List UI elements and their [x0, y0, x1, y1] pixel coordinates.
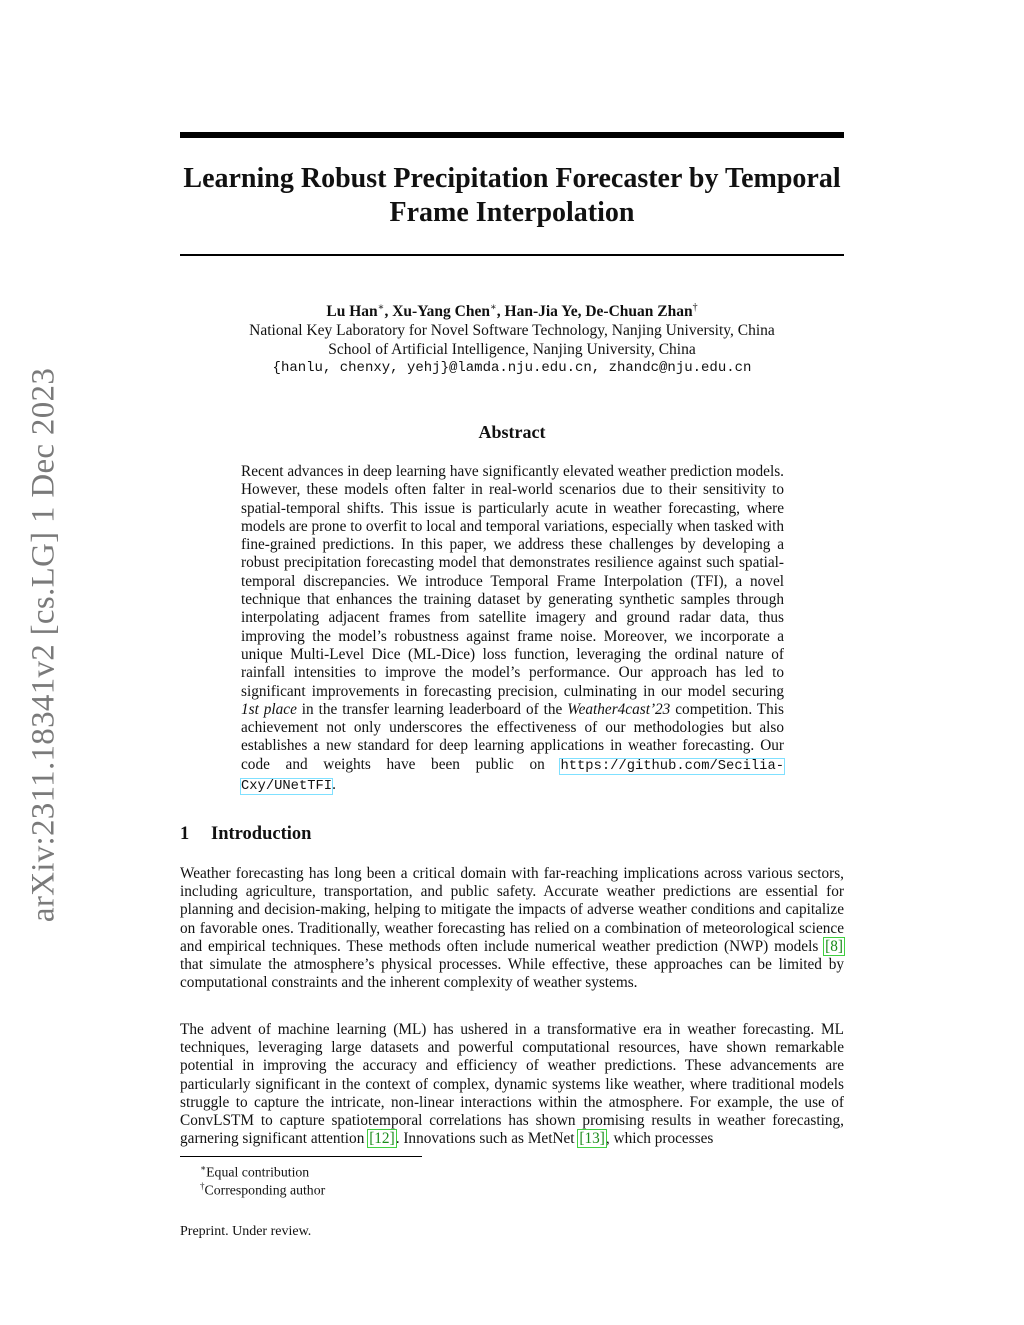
equal-contribution-mark: ∗	[377, 302, 385, 313]
section-number: 1	[180, 824, 190, 844]
abstract-heading: Abstract	[478, 422, 546, 442]
body-paragraph	[180, 865, 844, 992]
title-top-rule	[180, 132, 844, 138]
abstract-emphasis: 1st place	[241, 700, 297, 718]
abstract-text-part: competition. This achievement not only underscores the effectiveness of our methodologies but also establishes a new standard for deep learning applications in weather forecasting. Our code and weights have been public on	[241, 700, 784, 773]
footnote-divider	[180, 1156, 422, 1157]
section-heading	[180, 824, 311, 845]
code-repository-link[interactable]: https://github.com/Secilia-Cxy/UNetTFI	[241, 758, 784, 795]
citation-link[interactable]: [13]	[579, 1130, 605, 1148]
footnote-text: Equal contribution	[206, 1164, 310, 1180]
section-title: Introduction	[211, 824, 312, 844]
footnote	[200, 1178, 325, 1199]
equal-contribution-mark: ∗	[489, 302, 497, 313]
citation-link[interactable]: [8]	[825, 937, 843, 955]
abstract-text-part: .	[332, 776, 336, 794]
author-names: Lu Han∗, Xu-Yang Chen∗, Han-Jia Ye, De-Chuan Zhan†	[326, 302, 698, 321]
author-block	[180, 298, 844, 378]
affiliation: School of Artificial Intelligence, Nanjing University, China	[328, 341, 696, 359]
footnote-mark: †	[200, 1181, 205, 1191]
footnote-text: Corresponding author	[204, 1182, 326, 1198]
author-name: Han-Jia Ye, De-Chuan Zhan	[504, 303, 693, 321]
corresponding-author-mark: †	[692, 302, 698, 313]
preprint-notice: Preprint. Under review.	[180, 1224, 312, 1239]
paper-title: Learning Robust Precipitation Forecaster by Temporal Frame Interpolation	[183, 163, 841, 228]
paragraph-text: that simulate the atmosphere’s physical processes. While effective, these approaches can be limited by computational constraints and the inherent complexity of weather systems.	[180, 956, 844, 992]
author-emails: {hanlu, chenxy, yehj}@lamda.nju.edu.cn, zhandc@nju.edu.cn	[272, 360, 752, 377]
abstract-text-part: Recent advances in deep learning have significantly elevated weather prediction models. However, these models often falter in real-world scenarios due to their sensitivity to spatial-temporal shifts. This issue is particularly acute in weather forecasting, where models are prone to overfit to local and temporal variations, especially when tasked with fine-grained predictions. In this paper, we address these challenges by developing a robust precipitation forecasting model that demonstrates resilience against such spatial-temporal discrepancies. We introduce Temporal Frame Interpolation (TFI), a novel technique that enhances the training dataset by generating synthetic samples through interpolating adjacent frames from satellite imagery and ground radar data, thus improving the model’s robustness against frame noise. Moreover, we incorporate a unique Multi-Level Dice (ML-Dice) loss function, leveraging the ordinal nature of rainfall intensities to improve the model’s performance. Our approach has led to significant improvements in forecasting precision, culminating in our model securing	[241, 463, 784, 700]
abstract-text	[241, 463, 784, 796]
footnote-mark: ∗	[200, 1163, 207, 1173]
citation-link[interactable]: [12]	[369, 1130, 395, 1148]
abstract-emphasis: Weather4cast’23	[567, 700, 671, 718]
arxiv-identifier-stamp: arXiv:2311.18341v2 [cs.LG] 1 Dec 2023	[25, 367, 62, 923]
paragraph-text: Weather forecasting has long been a critical domain with far-reaching implications across various sectors, including agriculture, transportation, and public safety. Accurate weather predictions are essential for planning and decision-making, helping to mitigate the impacts of adverse weather conditions and capitalize on favorable ones. Traditionally, weather forecasting has relied on a combination of meteorological science and empirical techniques. These methods often include numerical weather prediction (NWP) models	[180, 865, 844, 955]
paragraph-text: . Innovations such as MetNet	[395, 1130, 579, 1148]
author-name: Xu-Yang Chen	[392, 303, 490, 321]
author-name: Lu Han	[326, 303, 378, 321]
title-bottom-rule	[180, 254, 844, 256]
body-paragraph	[180, 1021, 844, 1148]
paragraph-text: The advent of machine learning (ML) has ushered in a transformative era in weather forecasting. ML techniques, leveraging large datasets and powerful computational resources, have shown remarkable potential in improving the accuracy and efficiency of weather predictions. These advancements are particularly significant in the context of complex, dynamic systems like weather, where traditional models struggle to capture the intricate, non-linear interactions within the atmosphere. For example, the use of ConvLSTM to capture spatiotemporal correlations has shown promising results in weather forecasting, garnering significant attention	[180, 1021, 844, 1148]
affiliation: National Key Laboratory for Novel Software Technology, Nanjing University, China	[249, 322, 775, 340]
abstract-text-part: in the transfer learning leaderboard of the	[296, 700, 568, 718]
paragraph-text: , which processes	[605, 1130, 714, 1148]
